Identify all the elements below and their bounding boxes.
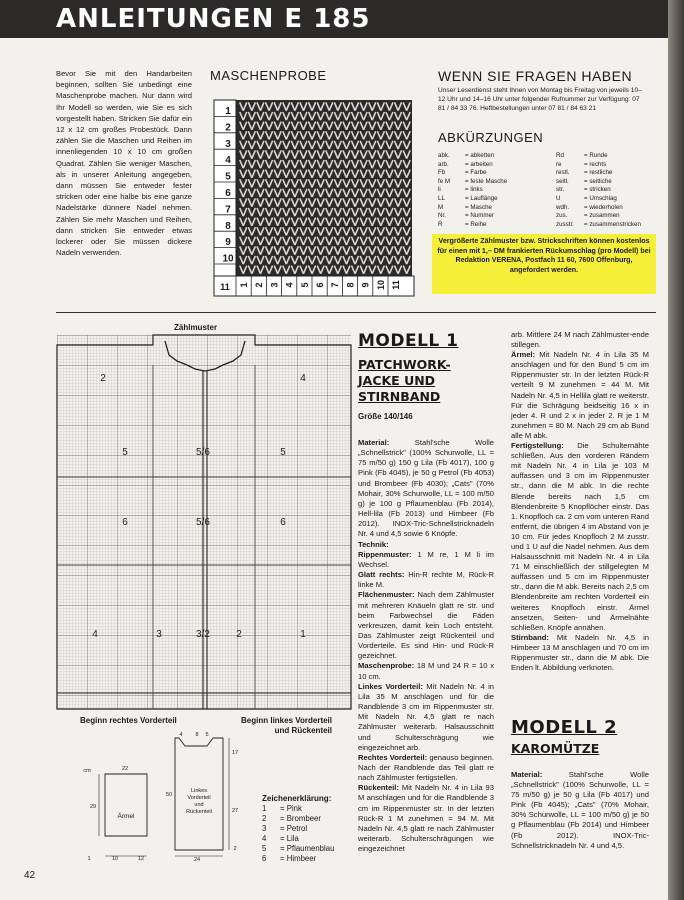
ruecken-text: Mit Nadeln Nr. 4 in Lila 93 M anschlagen und für die Randblende 3 cm im Rippenmuster str. In der letzten Rück-R 1 M zunehmen = 94 M. Mit Nadeln Nr. 4,5 glatt re nach Zählmuster weiterarb. Schulterschrägungen wie eingezeichnet <box>358 783 494 854</box>
technik-key: Technik: <box>358 539 389 549</box>
ruler-number-horizontal: 3 <box>269 282 280 288</box>
fertig-text: Die Schulternähte schließen. Aus den vorderen Rändern mit Nadeln Nr. 4 in Lila je 103 M auffassen und 3 cm im Rippenmuster str., dann die M abk. In die rechte Blende bereits nach 1,5 cm Blendenbreite 5 Knopflöcher einstr. Das 1. Knopfloch ca. 2 cm vom unteren Rand entfernt, die übrigen 4 im Abstand von je 10 cm. Für jedes Knopfloch 2 M zusstr. und 1 U auf die Nadel nehmen. Aus dem Halsausschnitt mit Nadeln Nr. 4 in Lila 71 M einschließlich der stillgelegten M auffassen und 5 cm im Rippenmuster str., dann die M abk. Bereits nach 2,5 cm Blendenbreite am rechten Vorderteil ein weiteres Knopfloch einstr. Ärmel ansetzen, Seiten- und Ärmelnähte schließen. Knöpfe annähen. <box>511 441 649 632</box>
chart-area-number: 3 <box>156 629 162 640</box>
legend-color: = Brombeer <box>280 814 321 823</box>
body-shape <box>175 738 223 850</box>
model2-subtitle: KAROMÜTZE <box>511 741 600 756</box>
legend-item <box>262 804 340 814</box>
abbreviation-key: abk. <box>438 152 450 159</box>
abbreviation-key: seitl. <box>556 177 569 185</box>
model1-instructions-col1 <box>358 438 494 854</box>
ruler-number-corner: 11 <box>220 282 230 292</box>
chart-area-number: 2 <box>100 373 106 384</box>
legend-number: 2 <box>262 814 267 823</box>
abbreviation-key: zusstr. <box>556 220 574 228</box>
abbreviation-key: zus. <box>556 212 568 220</box>
dimension-value: 50 <box>165 792 173 798</box>
dimension-value: 8 <box>195 732 199 738</box>
chart-area-number: 1 <box>300 629 306 640</box>
pattern-schematic <box>85 732 255 864</box>
ruler-number-vertical: 7 <box>225 204 231 216</box>
ruler-number-horizontal: 1 <box>239 282 249 288</box>
abbreviation-row <box>438 161 652 170</box>
flaechen-key: Flächenmuster: <box>358 590 415 600</box>
material-key: Material: <box>358 438 390 447</box>
chart-area-number: 5 <box>280 447 286 458</box>
chart-area-number: 6 <box>122 517 128 528</box>
abbreviation-key: Nr. <box>438 212 446 220</box>
abbreviation-meaning: = restliche <box>584 169 613 177</box>
abbreviation-row <box>438 152 652 161</box>
abbreviation-row <box>438 212 652 221</box>
abbreviation-meaning: = Reihe <box>465 220 487 228</box>
gauge-title: MASCHENPROBE <box>210 68 327 83</box>
legend-item <box>262 844 340 854</box>
abbreviation-key: re <box>556 160 562 168</box>
ruler-number-horizontal: 10 <box>375 279 386 291</box>
dimension-value: 27 <box>231 808 239 814</box>
begin-left-line-1: Beginn linkes Vorderteil <box>241 716 332 725</box>
chart-area-number: 3/2 <box>196 629 210 640</box>
abbreviation-key: Fb <box>438 169 446 177</box>
dimension-value: 5 <box>205 732 209 738</box>
abbreviation-meaning: = Umschlag <box>584 194 617 202</box>
abbreviation-meaning: = links <box>465 186 483 194</box>
rechtes-text: genauso beginnen. Nach der Randblende das Teil glatt re nach Zählmuster fertigstellen. <box>358 752 494 783</box>
legend-color: = Petrol <box>280 824 308 833</box>
ruler-number-vertical: 1 <box>225 106 231 117</box>
abbreviation-row <box>438 195 652 204</box>
dimension-value: 12 <box>137 856 145 862</box>
dimension-value: 22 <box>121 766 129 772</box>
chart-label: Zählmuster <box>174 323 218 332</box>
glatt-text: Hin-R rechte M, Rück-R linke M. <box>358 570 495 590</box>
body-label: Linkes <box>191 788 207 794</box>
abbreviation-meaning: = zusammenstricken <box>584 220 641 228</box>
abbreviation-key: fe M <box>438 177 451 185</box>
dimension-value: 10 <box>111 856 119 862</box>
abbreviation-meaning: = abketten <box>465 152 495 159</box>
page-binding-edge <box>668 0 684 900</box>
chart-area-number: 5 <box>122 447 128 458</box>
abbreviation-meaning: = wiederholen <box>584 203 623 211</box>
abbreviation-meaning: = Lauflänge <box>465 194 498 202</box>
legend-number: 6 <box>262 854 267 863</box>
abbreviations-table <box>438 152 652 229</box>
abbreviation-key: li <box>438 186 441 194</box>
ruler-number-horizontal: 6 <box>315 282 325 288</box>
legend-item <box>262 834 340 844</box>
legend-number: 3 <box>262 824 267 833</box>
sleeve-shape <box>105 774 147 836</box>
chart-area-number: 5/6 <box>196 447 210 458</box>
questions-text: Unser Leserdienst steht Ihnen von Montag bis Freitag von jeweils 10–12 Uhr und 14–16 Uhr unter folgender Rufnummer zur Verfügung: 07 81 / 84 33 76. Heftbestellungen unter 07 81 / 84 63 21 <box>438 87 642 113</box>
abbreviation-key: str. <box>556 186 565 194</box>
gauge-swatch <box>214 100 414 296</box>
section-divider <box>56 312 656 313</box>
legend-color: = Lila <box>280 834 299 843</box>
ruler-number-horizontal: 9 <box>360 282 371 288</box>
linkes-text: Mit Nadeln Nr. 4 in Lila 35 M anschlagen und für die Randblende 3 cm im Rippenmuster str. Mit Nadeln Nr. 4,5 glatt re nach Zählmuster weiterarb. Halsausschnitt und Schulterschrägung wie eingezeichnet arb. <box>358 681 494 752</box>
model1-size: Größe 140/146 <box>358 412 413 421</box>
continuation-text: arb. Mittlere 24 M nach Zählmuster-ende stillegen. <box>511 330 649 350</box>
dimension-value: cm <box>83 768 91 774</box>
ruler-number-vertical: 5 <box>225 171 231 183</box>
ruler-number-horizontal: 2 <box>254 282 265 288</box>
dimension-value: 2 <box>233 846 237 852</box>
material-text: Stahl'sche Wolle „Schnellstrick" (100% Schurwolle, LL = 75 m/50 g) 150 g Lila (Fb 4017), 100 g Pink (Fb 4045), je 50 g Petrol (Fb 4053) und Brombeer (Fb 4030); „Cats" (70% Mohair, 30% Schurwolle, LL = 100 m/50 g) je 100 g Pflaumenblau (Fb 2014), Hell-lila (Fb 2013) und Himbeer (Fb 2012). INOX-Tric-Schnellstricknadeln Nr. 4 und 4,5 sowie 6 Knöpfe. <box>358 438 494 539</box>
abbreviation-meaning: = Runde <box>584 152 608 159</box>
abbreviation-row <box>438 169 652 178</box>
chart-area-number: 6 <box>280 517 286 528</box>
intro-text: Bevor Sie mit den Handarbeiten beginnen, sollten Sie unbedingt eine Maschenprobe machen. Nur dann wird Ihr Modell so werden, wie Sie es sich vorgestellt haben. Stricken Sie dafür ein 12 x 12 cm großes Probestück. Dann zählen Sie die Maschen und Reihen im innenliegenden 10 x 10 cm großen Quadrat. Zählen Sie weniger Maschen, als in unserer Anleitung angegeben, dann müssen Sie entweder fester stricken oder eine halbe bis eine ganze Nadelstärke dünnere Nadel nehmen. Zählen Sie mehr Maschen und Reihen, dann stricken Sie entweder etwas lockerer oder Sie müssen dickere Nadeln verwenden. <box>56 69 192 258</box>
begin-left-line-2: und Rückenteil <box>274 726 332 735</box>
abbreviation-meaning: = arbeiten <box>465 160 493 168</box>
model2-title: MODELL 2 <box>511 717 618 738</box>
abbreviation-meaning: = rechts <box>584 160 607 168</box>
rippen-text: 1 M re, 1 M li im Wechsel. <box>358 549 494 569</box>
abbreviation-key: Rd <box>556 152 564 159</box>
probe-text: 18 M und 24 R = 10 x 10 cm. <box>358 661 494 681</box>
abbreviation-key: arb. <box>438 160 449 168</box>
fertig-key: Fertigstellung: <box>511 441 564 451</box>
chart-area-number: 5/6 <box>196 517 210 528</box>
abbreviation-row <box>438 221 652 230</box>
ruler-number-horizontal: 11 <box>391 280 401 290</box>
abbreviation-row <box>438 186 652 195</box>
legend-item <box>262 814 340 824</box>
knitting-chart <box>57 335 351 715</box>
linkes-key: Linkes Vorderteil: <box>358 681 423 691</box>
page-number: 42 <box>24 870 36 881</box>
body-label: und <box>194 802 204 808</box>
begin-right-front-label: Beginn rechtes Vorderteil <box>80 716 177 725</box>
dimension-value: 1 <box>87 856 91 862</box>
legend-number: 5 <box>262 844 267 853</box>
abbreviation-meaning: = Nummer <box>465 212 495 220</box>
color-legend <box>262 794 340 864</box>
dimension-value: 17 <box>231 750 239 756</box>
chart-area-number: 2 <box>236 629 242 640</box>
ruler-number-horizontal: 7 <box>330 282 341 288</box>
dimension-value: 24 <box>193 857 201 863</box>
chart-area-number: 4 <box>92 629 98 640</box>
chart-area-number: 4 <box>300 373 306 384</box>
ruler-number-horizontal: 4 <box>284 282 295 288</box>
abbreviation-key: LL <box>438 194 445 202</box>
model1-title: MODELL 1 <box>358 331 459 351</box>
dimension-value: 4 <box>179 732 183 738</box>
abbreviation-meaning: = feste Masche <box>465 177 508 185</box>
legend-color: = Pflaumenblau <box>280 844 335 853</box>
body-label: Vorderteil <box>187 795 211 801</box>
abbreviation-row <box>438 204 652 213</box>
header-bar <box>0 0 668 38</box>
ruler-number-vertical: 8 <box>225 220 231 232</box>
ruler-number-vertical: 4 <box>225 155 231 167</box>
abbreviation-key: restl. <box>556 169 570 177</box>
ruler-number-vertical: 3 <box>225 138 231 150</box>
model1-instructions-col2 <box>511 330 649 673</box>
legend-number: 4 <box>262 834 267 843</box>
abbreviation-meaning: = Farbe <box>465 169 487 177</box>
legend-color: = Himbeer <box>280 854 317 863</box>
ruler-number-vertical: 10 <box>222 253 234 265</box>
legend-item <box>262 854 340 864</box>
ruler-number-horizontal: 8 <box>345 282 356 288</box>
ruler-number-horizontal: 5 <box>299 282 310 288</box>
questions-title: WENN SIE FRAGEN HABEN <box>438 68 633 84</box>
ruler-number-vertical: 9 <box>225 237 231 249</box>
order-notice: Vergrößerte Zählmuster bzw. Strickschriften können kostenlos für einen mit 1,– DM frankierten Rückumschlag (pro Modell) bei Redaktion VERENA, Postfach 11 60, 7600 Offenburg, angefordert werden. <box>432 234 656 294</box>
abbreviation-key: wdh. <box>556 203 570 211</box>
flaechen-text: Nach dem Zählmuster mit mehreren Knäueln glatt re str. und beim Farbwechsel die Fäden verkreuzen, damit kein Loch entsteht. Das Zählmuster zeigt Rückenteil und Vorderteile. Es sind Hin- und Rück-R gezeichnet. <box>358 590 494 661</box>
probe-key: Maschenprobe: <box>358 661 415 671</box>
abbreviations-title: ABKÜRZUNGEN <box>438 130 544 145</box>
glatt-key: Glatt rechts: <box>358 570 405 580</box>
abbreviation-key: U <box>556 194 561 202</box>
rippen-key: Rippenmuster: <box>358 549 412 559</box>
legend-number: 1 <box>262 804 267 813</box>
abbreviation-meaning: = zusammen <box>584 212 620 220</box>
rechtes-key: Rechtes Vorderteil: <box>358 752 428 762</box>
body-label: Rückenteil <box>186 809 212 815</box>
abbreviation-meaning: = Masche <box>465 203 492 211</box>
abbreviation-meaning: = stricken <box>584 186 611 194</box>
ruler-number-vertical: 2 <box>225 122 231 134</box>
m2-material-text: Stahl'sche Wolle „Schnellstrick" (100% Schurwolle, LL = 75 m/50 g) je 50 g Lila (Fb 4017) und Pink (Fb 4045); „Cats" (70% Mohair, 30% Schurwolle, LL = 100 m/50 g) je 50 g Pflaumenblau (Fb 2014) und Himbeer (Fb 2012). INOX-Tric-Schnellstricknadeln Nr. 4 und 4,5. <box>511 770 649 850</box>
stirnband-key: Stirnband: <box>511 632 549 642</box>
page-title: ANLEITUNGEN E 185 <box>56 4 371 34</box>
model1-subtitle: PATCHWORK-JACKE UND STIRNBAND <box>358 357 451 404</box>
abbreviation-row <box>438 178 652 187</box>
legend-title: Zeichenerklärung: <box>262 794 332 803</box>
aermel-text: Mit Nadeln Nr. 4 in Lila 35 M anschlagen und für den Bund 5 cm im Rippenmuster str. In der letzten Rück-R verteilt 9 M zunehmen = 44 M. Mit Nadeln Nr. 4,5 in Hellila glatt re weiterstr. Für die Schrägung beidseitig 16 x in jeder 4. R und 2 x in jeder 2. R je 1 M zunehmen = 80 M. Nach 29 cm ab Bund alle M abk. <box>511 350 649 440</box>
m2-material-key: Material: <box>511 770 543 779</box>
model2-instructions <box>511 770 649 851</box>
abbreviation-key: R <box>438 220 443 228</box>
stirnband-text: Mit Nadeln Nr. 4,5 in Himbeer 13 M anschlagen und 70 cm im Rippenmuster str., dann die M abk. Die Enden lt. Abbildung verknoten. <box>511 632 649 673</box>
aermel-key: Ärmel: <box>511 350 536 360</box>
legend-item <box>262 824 340 834</box>
dimension-value: 29 <box>89 804 97 810</box>
sleeve-label: Ärmel <box>117 813 135 820</box>
legend-color: = Pink <box>280 804 302 813</box>
abbreviation-key: M <box>438 203 444 211</box>
abbreviation-meaning: = seitliche <box>584 177 612 185</box>
ruecken-key: Rückenteil: <box>358 783 399 793</box>
ruler-number-vertical: 6 <box>225 188 231 199</box>
